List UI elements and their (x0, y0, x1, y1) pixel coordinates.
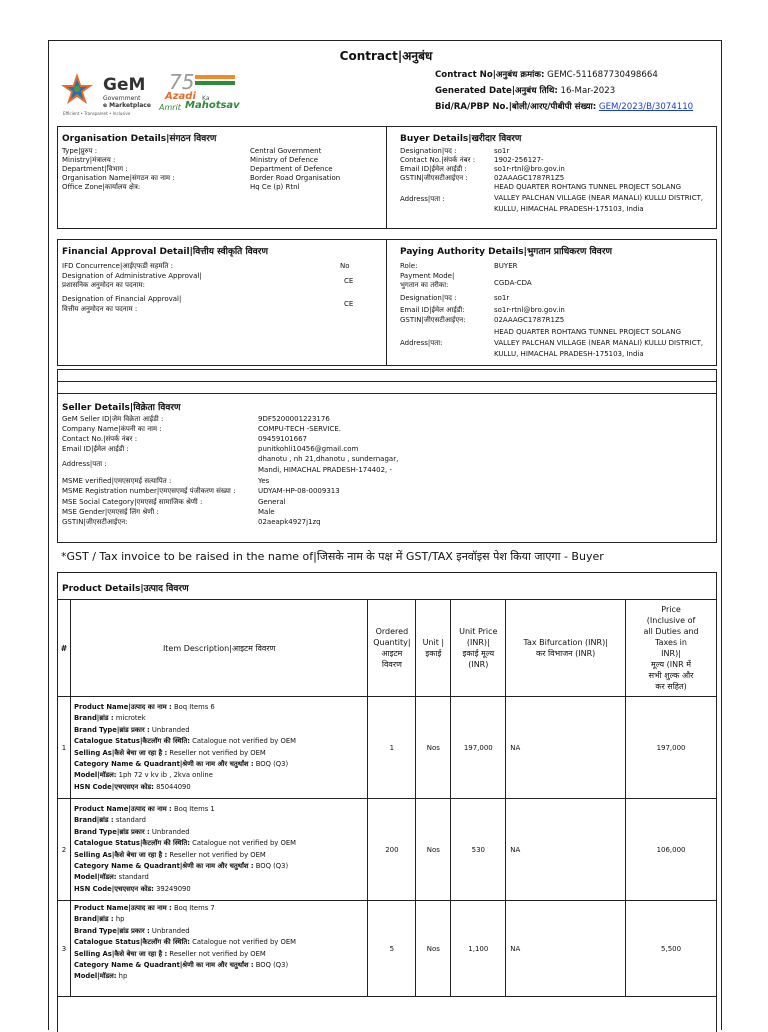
bid-link[interactable]: GEM/2023/B/3074110 (598, 102, 694, 112)
item-total: 197,000 (626, 697, 717, 799)
seller-email-label: Email ID|ईमेल आईडी : (62, 445, 129, 453)
seller-id-label: GeM Seller ID|जेम विक्रेता आईडी : (62, 415, 164, 423)
item-unit: Nos (416, 799, 451, 901)
seller-address-line2: Mandi, HIMACHAL PRADESH-174402, - (258, 466, 393, 474)
generated-date: 16-Mar-2023 (560, 86, 616, 96)
paying-gstin-label: GSTIN|जीएसटीआईएन: (400, 316, 466, 324)
generated-label: Generated Date|अनुबंध तिथि: (435, 86, 558, 96)
msme-reg-value: UDYAM-HP-08-0009313 (258, 487, 340, 495)
paying-address-line1: HEAD QUARTER ROHTANG TUNNEL PROJECT SOLANG (494, 328, 682, 336)
buyer-gstin-value: 02AAAGC1787R1Z5 (494, 174, 565, 182)
seller-box (57, 393, 717, 543)
org-dept-value: Department of Defence (250, 165, 333, 173)
admin-value: CE (344, 277, 354, 285)
col-total: Price (Inclusive of all Duties and Taxes in INR)| मूल्य (INR में सभी शुल्क और कर सहित) (626, 600, 717, 697)
seller-company-value: COMPU-TECH -SERVICE. (258, 425, 342, 433)
finance-title: Financial Approval Detail|वित्तीय स्वीकृति विवरण (62, 247, 268, 257)
table-row (58, 697, 717, 799)
org-type-label: Type|प्रुरुप : (62, 147, 98, 155)
ka-word: Ka (202, 95, 210, 102)
item-tax: NA (506, 697, 626, 799)
item-description: Product Name|उत्पाद का नाम : Boq Items 7 Brand|ब्रांड : hp Brand Type|ब्रांड प्रकार : Unbranded Catalogue Status|कैटलॉग की स्थिति: Catalogue not verified by OEM Selling As|कैसे बेचा जा रहा है : Reseller not verified by OEM Category Name & Quadrant|श्रेणी का नाम और चतुर्थांश : BOQ (Q3) Model|मॉडल: hp (70, 901, 367, 997)
buyer-address-label: Address|पता : (400, 195, 445, 203)
gst-note: *GST / Tax invoice to be raised in the name of|जिसके नाम के पक्ष में GST/TAX इनवॉइस पेश किया जाएगा - Buyer (61, 550, 604, 563)
seller-gstin-value: 02aeapk4927j1zq (258, 518, 321, 526)
flag-stripe-saffron (195, 75, 235, 79)
row-num: 1 (58, 697, 71, 799)
seller-company-label: Company Name|कंपनी का नाम : (62, 425, 162, 433)
item-unit: Nos (416, 697, 451, 799)
item-qty: 1 (368, 697, 416, 799)
seller-title: Seller Details|विक्रेता विवरण (62, 403, 181, 413)
role-value: BUYER (494, 262, 518, 270)
admin-label: Designation of Administrative Approval| (62, 272, 202, 280)
item-tax: NA (506, 901, 626, 997)
bid-label: Bid/RA/PBP No.|बोली/आरए/पीबीपी संख्या: (435, 102, 597, 112)
msme-verified-label: MSME verified|एमएसएमई सत्यापित : (62, 477, 172, 485)
org-title: Organisation Details|संगठन विवरण (62, 134, 217, 144)
mode-value: CGDA-CDA (494, 279, 532, 287)
item-description: Product Name|उत्पाद का नाम : Boq Items 1 Brand|ब्रांड : standard Brand Type|ब्रांड प्रकार : Unbranded Catalogue Status|कैटलॉग की स्थिति: Catalogue not verified by OEM Selling As|कैसे बेचा जा रहा है : Reseller not verified by OEM Category Name & Quadrant|श्रेणी का नाम और चतुर्थांश : BOQ (Q3) Model|मॉडल: standard HSN Code|एचएसएन कोड: 39249090 (70, 799, 367, 901)
role-label: Role: (400, 262, 418, 270)
item-tax: NA (506, 799, 626, 901)
col-qty: Ordered Quantity| आइटम विवरण (368, 600, 416, 697)
org-type-value: Central Government (250, 147, 322, 155)
contract-page (48, 40, 722, 1030)
product-header-row (58, 600, 717, 697)
mode-label-hi: भुगतान का तरीका: (400, 281, 449, 289)
fin-label: Designation of Financial Approval| (62, 295, 182, 303)
item-description: Product Name|उत्पाद का नाम : Boq Items 6 Brand|ब्रांड : microtek Brand Type|ब्रांड प्रकार : Unbranded Catalogue Status|कैटलॉग की स्थिति: Catalogue not verified by OEM Selling As|कैसे बेचा जा रहा है : Reseller not verified by OEM Category Name & Quadrant|श्रेणी का नाम और चतुर्थांश : BOQ (Q3) Model|मॉडल: 1ph 72 v kv ib , 2kva online HSN Code|एचएसएन कोड: 85044090 (70, 697, 367, 799)
row-num: 2 (58, 799, 71, 901)
paying-address-line2: VALLEY PALCHAN VILLAGE (NEAR MANALI) KULLU DISTRICT, (494, 339, 704, 347)
amrit-word: Amrit (159, 103, 181, 112)
mode-label: Payment Mode| (400, 272, 455, 280)
table-row (58, 901, 717, 997)
gem-name: GeM (103, 75, 146, 95)
item-total: 5,500 (626, 901, 717, 997)
seller-id-value: 9DF5200001223176 (258, 415, 330, 423)
ifd-label: IFD Concurrence|आईएफडी सहमति : (62, 262, 173, 270)
azadi-75: 75 (169, 70, 195, 94)
buyer-email-value: so1r-rtnl@bro.gov.in (494, 165, 565, 173)
flag-stripe-green (195, 81, 235, 85)
mahotsav-word: Mahotsav (185, 100, 240, 111)
item-qty: 200 (368, 799, 416, 901)
admin-label-hi: प्रशासनिक अनुमोदन का पदनाम: (62, 281, 145, 289)
org-name-value: Border Road Organisation (250, 174, 341, 182)
table-row (58, 799, 717, 901)
col-unit: Unit | इकाई (416, 600, 451, 697)
item-qty: 5 (368, 901, 416, 997)
page-title: Contract|अनुबंध (339, 49, 433, 63)
buyer-gstin-label: GSTIN|जीएसटीआईएन : (400, 174, 468, 182)
buyer-contact-value: 1902-256127- (494, 156, 544, 164)
product-title: Product Details|उत्पाद विवरण (62, 584, 189, 594)
org-buyer-box (57, 126, 717, 229)
buyer-address-line1: HEAD QUARTER ROHTANG TUNNEL PROJECT SOLANG (494, 183, 682, 191)
org-ministry-label: Ministry|मंत्रालय : (62, 156, 116, 164)
item-total: 106,000 (626, 799, 717, 901)
buyer-contact-label: Contact No.|संपर्क नंबर : (400, 156, 476, 164)
mse-social-value: General (258, 498, 286, 506)
gem-tagline: Efficient • Transparent • Inclusive (63, 111, 131, 116)
col-price: Unit Price (INR)| इकाई मूल्य (INR) (451, 600, 506, 697)
paying-desig-value: so1r (494, 294, 510, 302)
fin-label-hi: वित्तीय अनुमोदन का पदनाम : (62, 305, 138, 313)
contract-no: GEMC-511687730498664 (547, 70, 658, 80)
org-zone-label: Office Zone|कार्यालय क्षेत्र: (62, 183, 141, 191)
org-name-label: Organisation Name|संगठन का नाम : (62, 174, 175, 182)
gem-sub2: e Marketplace (103, 102, 151, 109)
mse-gender-label: MSE Gender|एमएसई लिंग श्रेणी : (62, 508, 159, 516)
seller-email-value: punitkohli10456@gmail.com (258, 445, 359, 453)
item-price: 1,100 (451, 901, 506, 997)
contract-no-label: Contract No|अनुबंध क्रमांक: (435, 70, 545, 80)
paying-address-line3: KULLU, HIMACHAL PRADESH-175103, India (494, 350, 644, 358)
ifd-value: No (340, 262, 350, 270)
azadi-word: Azadi (165, 91, 196, 102)
col-tax: Tax Bifurcation (INR)| कर विभाजन (INR) (506, 600, 626, 697)
mse-social-label: MSE Social Category|एमएसई सामाजिक श्रेणी : (62, 498, 203, 506)
item-unit: Nos (416, 901, 451, 997)
paying-desig-label: Designation|पद : (400, 294, 457, 302)
org-dept-label: Department|विभाग : (62, 165, 128, 173)
contract-meta (435, 71, 725, 119)
buyer-address-line2: VALLEY PALCHAN VILLAGE (NEAR MANALI) KULLU DISTRICT, (494, 194, 704, 202)
item-price: 197,000 (451, 697, 506, 799)
mse-gender-value: Male (258, 508, 275, 516)
paying-gstin-value: 02AAAGC1787R1Z5 (494, 316, 565, 324)
org-zone-value: Hq Ce (p) Rtnl (250, 183, 300, 191)
buyer-address-line3: KULLU, HIMACHAL PRADESH-175103, India (494, 205, 644, 213)
seller-contact-label: Contact No.|संपर्क नंबर : (62, 435, 138, 443)
org-ministry-value: Ministry of Defence (250, 156, 319, 164)
col-desc: Item Description|आइटम विवरण (70, 600, 367, 697)
buyer-email-label: Email ID|ईमेल आईडी : (400, 165, 467, 173)
gem-sub1: Government (103, 95, 141, 102)
paying-title: Paying Authority Details|भुगतान प्राधिकरण विवरण (400, 247, 613, 257)
fin-value: CE (344, 300, 354, 308)
col-num: # (58, 600, 71, 697)
product-table (57, 599, 717, 997)
item-price: 530 (451, 799, 506, 901)
buyer-desig-label: Designation|पद : (400, 147, 457, 155)
paying-email-value: so1r-rtnl@bro.gov.in (494, 306, 565, 314)
msme-verified-value: Yes (258, 477, 270, 485)
msme-reg-label: MSME Registration number|एमएसएमई पंजीकरण संख्या : (62, 487, 236, 495)
seller-address-label: Address|पता : (62, 460, 107, 468)
seller-address-line1: dhanotu , nh 21,dhanotu , sundernagar, (258, 455, 399, 463)
row-num: 3 (58, 901, 71, 997)
paying-email-label: Email ID|ईमेल आईडी: (400, 306, 465, 314)
seller-gstin-label: GSTIN|जीएसटीआईएन: (62, 518, 128, 526)
finance-paying-box (57, 239, 717, 366)
paying-address-label: Address|पता: (400, 339, 443, 347)
seller-contact-value: 09459101667 (258, 435, 307, 443)
buyer-desig-value: so1r (494, 147, 510, 155)
buyer-title: Buyer Details|खरीदार विवरण (400, 134, 522, 144)
